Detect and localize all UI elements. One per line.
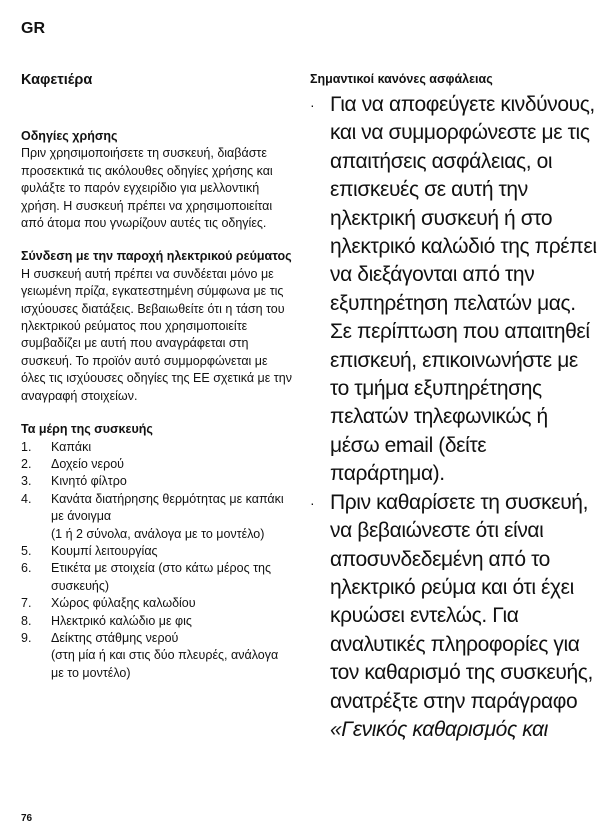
item-note: (στη μία ή και στις δύο πλευρές, ανάλογα με το μοντέλο) xyxy=(51,648,279,680)
item-number: 1. xyxy=(21,439,32,454)
item-number: 8. xyxy=(21,613,32,628)
item-label: Κουμπί λειτουργίας xyxy=(51,543,158,558)
safety-bullet-text: Για να αποφεύγετε κινδύνους, και να συμμορφώνεστε με τις απαιτήσεις ασφάλειας, οι επισκευές σε αυτή την ηλεκτρική συσκευή ή στο ηλεκτρικό καλώδιό της πρέπει να διεξάγονται από την εξυπηρέτηση πελατών μας. Σε περίπτωση που απαιτηθεί επισκευή, επικοινωνήστε με το τμήμα εξυπηρέτησης πελατών τηλεφωνικώς ή μέσω email (δείτε παράρτημα). xyxy=(330,93,597,486)
right-column xyxy=(310,72,600,744)
parts-list xyxy=(21,439,293,683)
instructions-text: Πριν χρησιμοποιήσετε τη συσκευή, διαβάστε προσεκτικά τις ακόλουθες οδηγίες χρήσης και φυλάξτε το παρόν εγχειρίδιο για μελλοντική χρήση. Η συσκευή πρέπει να χρησιμοποιείται από άτομα που γνωρίζουν αυτές τις οδηγίες. xyxy=(21,146,273,231)
item-label: Χώρος φύλαξης καλωδίου xyxy=(51,596,196,611)
item-number: 9. xyxy=(21,630,32,645)
parts-section xyxy=(21,421,293,682)
power-heading: Σύνδεση με την παροχή ηλεκτρικού ρεύματος xyxy=(21,249,292,264)
item-label: Κινητό φίλτρο xyxy=(51,474,127,489)
language-code: GR xyxy=(21,20,45,37)
item-number: 6. xyxy=(21,561,32,576)
item-label: Δείκτης στάθμης νερού xyxy=(51,630,179,645)
instructions-section xyxy=(21,128,293,232)
list-item xyxy=(21,560,293,595)
list-item xyxy=(21,595,293,612)
safety-bullet-text: Πριν καθαρίσετε τη συσκευή, να βεβαιώνεστε ότι είναι αποσυνδεδεμένη από το ηλεκτρικό ρεύμα και ότι έχει κρυώσει εντελώς. Για αναλυτικές πληροφορίες για τον καθαρισμό της συσκευής, ανατρέξτε στην παράγραφο xyxy=(330,490,593,713)
item-note: (1 ή 2 σύνολα, ανάλογα με το μοντέλο) xyxy=(51,526,265,541)
parts-heading: Τα μέρη της συσκευής xyxy=(21,422,153,437)
item-number: 7. xyxy=(21,596,32,611)
safety-bullet-italic: «Γενικός καθαρισμός και xyxy=(330,717,548,741)
safety-bullet xyxy=(310,91,600,489)
item-label: Κανάτα διατήρησης θερμότητας με καπάκι με άνοιγμα xyxy=(51,491,284,524)
left-column xyxy=(21,128,293,682)
item-number: 3. xyxy=(21,474,32,489)
item-label: Ηλεκτρικό καλώδιο με φις xyxy=(51,613,192,628)
bullet-dot: · xyxy=(310,97,315,113)
list-item xyxy=(21,630,293,682)
page-number: 76 xyxy=(21,813,33,824)
bullet-dot: · xyxy=(310,494,315,511)
safety-heading: Σημαντικοί κανόνες ασφάλειας xyxy=(310,72,493,86)
list-item xyxy=(21,613,293,630)
item-label: Δοχείο νερού xyxy=(51,456,125,471)
item-label: Ετικέτα με στοιχεία (στο κάτω μέρος της συσκευής) xyxy=(51,561,272,593)
instructions-heading: Οδηγίες χρήσης xyxy=(21,129,118,143)
item-number: 2. xyxy=(21,456,32,471)
list-item xyxy=(21,456,293,473)
list-item xyxy=(21,543,293,560)
item-label: Καπάκι xyxy=(51,439,92,454)
list-item xyxy=(21,473,293,490)
list-item xyxy=(21,491,293,543)
safety-bullet xyxy=(310,489,600,745)
item-number: 5. xyxy=(21,543,32,558)
item-number: 4. xyxy=(21,491,32,506)
power-section xyxy=(21,248,293,405)
page-title: Καφετιέρα xyxy=(21,72,93,88)
power-text: Η συσκευή αυτή πρέπει να συνδέεται μόνο με γειωμένη πρίζα, εγκατεστημένη σύμφωνα με τις ισχύουσες διατάξεις. Βεβαιωθείτε ότι η τάση του ηλεκτρικού ρεύματος που χρησιμοποιείτε συμβαδίζει με αυτή που αναγράφεται στη συσκευή. Το προϊόν αυτό συμμορφώνεται με όλες τις ισχύουσες οδηγίες της ΕΕ σχετικά με την αναγραφή στοιχείων. xyxy=(21,266,292,403)
list-item xyxy=(21,439,293,456)
